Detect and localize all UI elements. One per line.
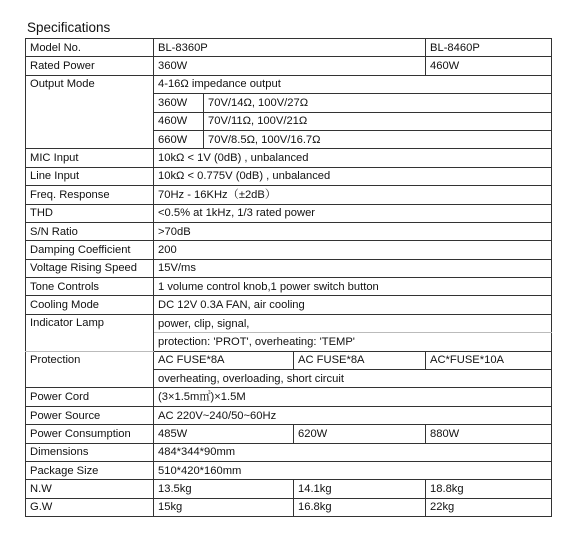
row-power-source xyxy=(26,406,552,424)
spec-table xyxy=(25,38,552,517)
label-thd: THD xyxy=(26,204,154,222)
row-power-consumption xyxy=(26,425,552,443)
thd-value: <0.5% at 1kHz, 1/3 rated power xyxy=(154,204,552,222)
gw-2: 16.8kg xyxy=(294,498,426,516)
label-rated-power: Rated Power xyxy=(26,57,154,75)
voltage-rising-value: 15V/ms xyxy=(154,259,552,277)
label-damping: Damping Coefficient xyxy=(26,241,154,259)
row-mic-input xyxy=(26,149,552,167)
label-nw: N.W xyxy=(26,480,154,498)
row-gw xyxy=(26,498,552,516)
label-tone-controls: Tone Controls xyxy=(26,278,154,296)
label-cooling-mode: Cooling Mode xyxy=(26,296,154,314)
row-model-no xyxy=(26,39,552,57)
page-title: Specifications xyxy=(27,20,111,35)
row-nw xyxy=(26,480,552,498)
row-tone-controls xyxy=(26,278,552,296)
row-indicator-lamp xyxy=(26,314,552,332)
label-model-no: Model No. xyxy=(26,39,154,57)
row-protection xyxy=(26,351,552,369)
package-size-value: 510*420*160mm xyxy=(154,461,552,479)
label-power-consumption: Power Consumption xyxy=(26,425,154,443)
label-power-source: Power Source xyxy=(26,406,154,424)
power-source-value: AC 220V~240/50~60Hz xyxy=(154,406,552,424)
rated-power-1: 360W xyxy=(154,57,426,75)
gw-1: 15kg xyxy=(154,498,294,516)
model-1: BL-8360P xyxy=(154,39,426,57)
label-package-size: Package Size xyxy=(26,461,154,479)
power-consumption-1: 485W xyxy=(154,425,294,443)
protection-fuse-3: AC*FUSE*10A xyxy=(426,351,552,369)
label-gw: G.W xyxy=(26,498,154,516)
label-protection: Protection xyxy=(26,351,154,388)
mic-input-value: 10kΩ < 1V (0dB) , unbalanced xyxy=(154,149,552,167)
nw-2: 14.1kg xyxy=(294,480,426,498)
row-freq-response xyxy=(26,186,552,204)
model-2: BL-8460P xyxy=(426,39,552,57)
label-line-input: Line Input xyxy=(26,167,154,185)
row-dimensions xyxy=(26,443,552,461)
row-output-mode xyxy=(26,75,552,93)
power-cord-value: (3×1.5m㎡)×1.5M xyxy=(154,388,552,406)
output-power-2: 460W xyxy=(154,112,204,130)
output-value-2: 70V/11Ω, 100V/21Ω xyxy=(204,112,552,130)
rated-power-2: 460W xyxy=(426,57,552,75)
nw-3: 18.8kg xyxy=(426,480,552,498)
gw-3: 22kg xyxy=(426,498,552,516)
label-dimensions: Dimensions xyxy=(26,443,154,461)
output-power-1: 360W xyxy=(154,94,204,112)
protection-fuse-2: AC FUSE*8A xyxy=(294,351,426,369)
cooling-mode-value: DC 12V 0.3A FAN, air cooling xyxy=(154,296,552,314)
sn-ratio-value: >70dB xyxy=(154,222,552,240)
row-damping xyxy=(26,241,552,259)
protection-fuse-1: AC FUSE*8A xyxy=(154,351,294,369)
label-power-cord: Power Cord xyxy=(26,388,154,406)
output-mode-desc: 4-16Ω impedance output xyxy=(154,75,552,93)
damping-value: 200 xyxy=(154,241,552,259)
label-freq-response: Freq. Response xyxy=(26,186,154,204)
row-power-cord xyxy=(26,388,552,406)
label-voltage-rising: Voltage Rising Speed xyxy=(26,259,154,277)
output-value-3: 70V/8.5Ω, 100V/16.7Ω xyxy=(204,130,552,148)
row-thd xyxy=(26,204,552,222)
nw-1: 13.5kg xyxy=(154,480,294,498)
indicator-lamp-line2: protection: 'PROT', overheating: 'TEMP' xyxy=(154,333,552,351)
row-line-input xyxy=(26,167,552,185)
power-consumption-2: 620W xyxy=(294,425,426,443)
indicator-lamp-line1: power, clip, signal, xyxy=(154,314,552,332)
row-sn-ratio xyxy=(26,222,552,240)
dimensions-value: 484*344*90mm xyxy=(154,443,552,461)
row-package-size xyxy=(26,461,552,479)
tone-controls-value: 1 volume control knob,1 power switch button xyxy=(154,278,552,296)
label-mic-input: MIC Input xyxy=(26,149,154,167)
protection-note: overheating, overloading, short circuit xyxy=(154,370,552,388)
row-voltage-rising xyxy=(26,259,552,277)
row-cooling-mode xyxy=(26,296,552,314)
line-input-value: 10kΩ < 0.775V (0dB) , unbalanced xyxy=(154,167,552,185)
label-output-mode: Output Mode xyxy=(26,75,154,149)
output-value-1: 70V/14Ω, 100V/27Ω xyxy=(204,94,552,112)
row-rated-power xyxy=(26,57,552,75)
label-indicator-lamp: Indicator Lamp xyxy=(26,314,154,351)
power-consumption-3: 880W xyxy=(426,425,552,443)
freq-response-value: 70Hz - 16KHz（±2dB） xyxy=(154,186,552,204)
label-sn-ratio: S/N Ratio xyxy=(26,222,154,240)
output-power-3: 660W xyxy=(154,130,204,148)
